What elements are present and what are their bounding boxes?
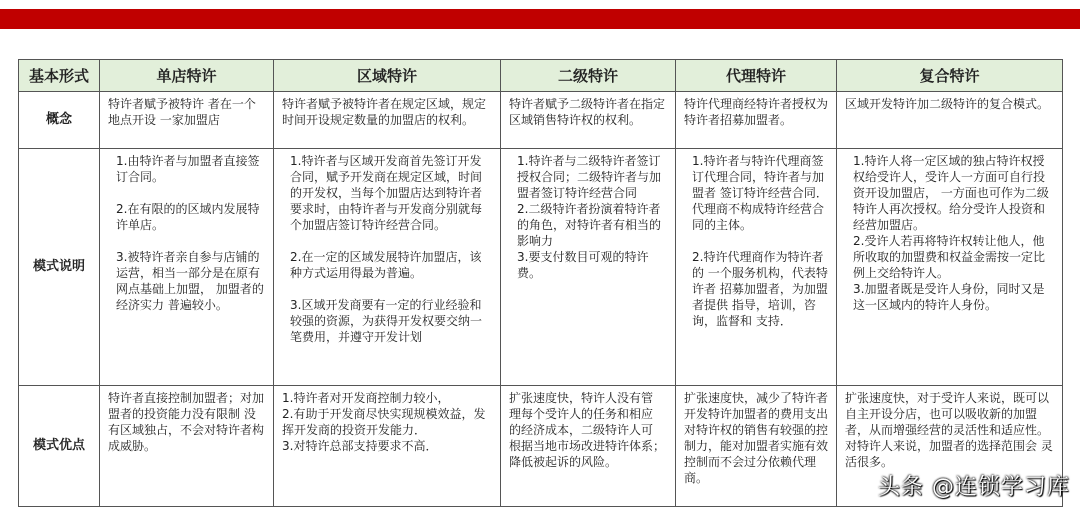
row-label: 概念 [19, 92, 100, 149]
table-cell: 1.特许者对开发商控制力较小， 2.有助于开发商尽快实现规模效益，发挥开发商的投资开发能力． 3.对特许总部支持要求不高． [274, 386, 501, 507]
header-row [19, 60, 1063, 92]
franchise-comparison-table [18, 59, 1063, 507]
header-cell: 区域特许 [274, 60, 501, 92]
header-cell: 单店特许 [100, 60, 274, 92]
watermark: 头条 @连锁学习库 [878, 475, 1070, 500]
row-label: 模式说明 [19, 149, 100, 386]
table-cell: 特许代理商经特许者授权为特许者招募加盟者。 [676, 92, 837, 149]
table-cell: 特许者赋予二级特许者在指定区域销售特许权的权利。 [501, 92, 676, 149]
table-cell: 扩张速度快，对于受许人来说，既可以自主开设分店，也可以吸收新的加盟者，从而增强经营的灵活性和适应性。对特许人来说，加盟者的选择范围会 灵活很多。 [837, 386, 1063, 507]
table-cell: 扩张速度快，减少了特许者 开发特许加盟者的费用支出 对特许权的销售有较强的控 制力，能对加盟者实施有效 控制而不会过分依赖代理商。 [676, 386, 837, 507]
table-cell: 1.特许者与二级特许者签订授权合同；二级特许者与加盟者签订特许经营合同 2.二级特许者扮演着特许者 的角色，对特许者有相当的影响力 3.要支付数目可观的特许费。 [501, 149, 676, 386]
table-cell: 区域开发特许加二级特许的复合模式。 [837, 92, 1063, 149]
table-cell: 1.特许人将一定区域的独占特许权授权给受许人，受许人一方面可自行投资开设加盟店， 一方面也可作为二级特许人再次授权。给分受许人投资和经营加盟店。 2.受许人若再将特许权转让他人，他所收取的加盟费和权益金需按一定比例上交给特许人。 3.加盟者既是受许人身份，同时又是这一区域内的特许人身份。 [837, 149, 1063, 386]
table-cell: 1.由特许者与加盟者直接签订合同。 2.在有限的的区域内发展特许单店。 3.被特许者亲自参与店铺的运营，相当一部分是在原有网点基础上加盟， 加盟者的经济实力 普遍较小。 [100, 149, 274, 386]
table-cell: 扩张速度快，特许人没有管 理每个受许人的任务和相应 的经济成本，二级特许人可 根据当地市场改进特许体系；降低被起诉的风险。 [501, 386, 676, 507]
header-cell: 二级特许 [501, 60, 676, 92]
accent-bar [0, 9, 1080, 29]
row-label: 模式优点 [19, 386, 100, 507]
table-cell: 1.特许者与区域开发商首先签订开发合同，赋予开发商在规定区域，时间的开发权，当每个加盟店达到特许者要求时，由特许者与开发商分别就每个加盟店签订特许经营合同。 2.在一定的区域发展特许加盟店，该种方式运用得最为普遍。 3.区域开发商要有一定的行业经验和较强的资源，为获得开发权要交纳一笔费用，并遵守开发计划 [274, 149, 501, 386]
table-row [19, 92, 1063, 149]
table-cell: 特许者赋予被特许者在规定区域，规定时间开设规定数量的加盟店的权利。 [274, 92, 501, 149]
table-row [19, 149, 1063, 386]
table-cell: 1.特许者与特许代理商签订代理合同，特许者与加盟者 签订特许经营合同．代理商不构成特许经营合同的主体。 2.特许代理商作为特许者的 一个服务机构，代表特许者 招募加盟者，为加盟者提供 指导，培训，咨询，监督和 支持． [676, 149, 837, 386]
header-cell: 复合特许 [837, 60, 1063, 92]
table-cell: 特许者直接控制加盟者；对加盟者的投资能力没有限制 没有区域独占，不会对特许者构成威胁。 [100, 386, 274, 507]
header-cell: 基本形式 [19, 60, 100, 92]
table-cell: 特许者赋予被特许 者在一个地点开设 一家加盟店 [100, 92, 274, 149]
header-cell: 代理特许 [676, 60, 837, 92]
